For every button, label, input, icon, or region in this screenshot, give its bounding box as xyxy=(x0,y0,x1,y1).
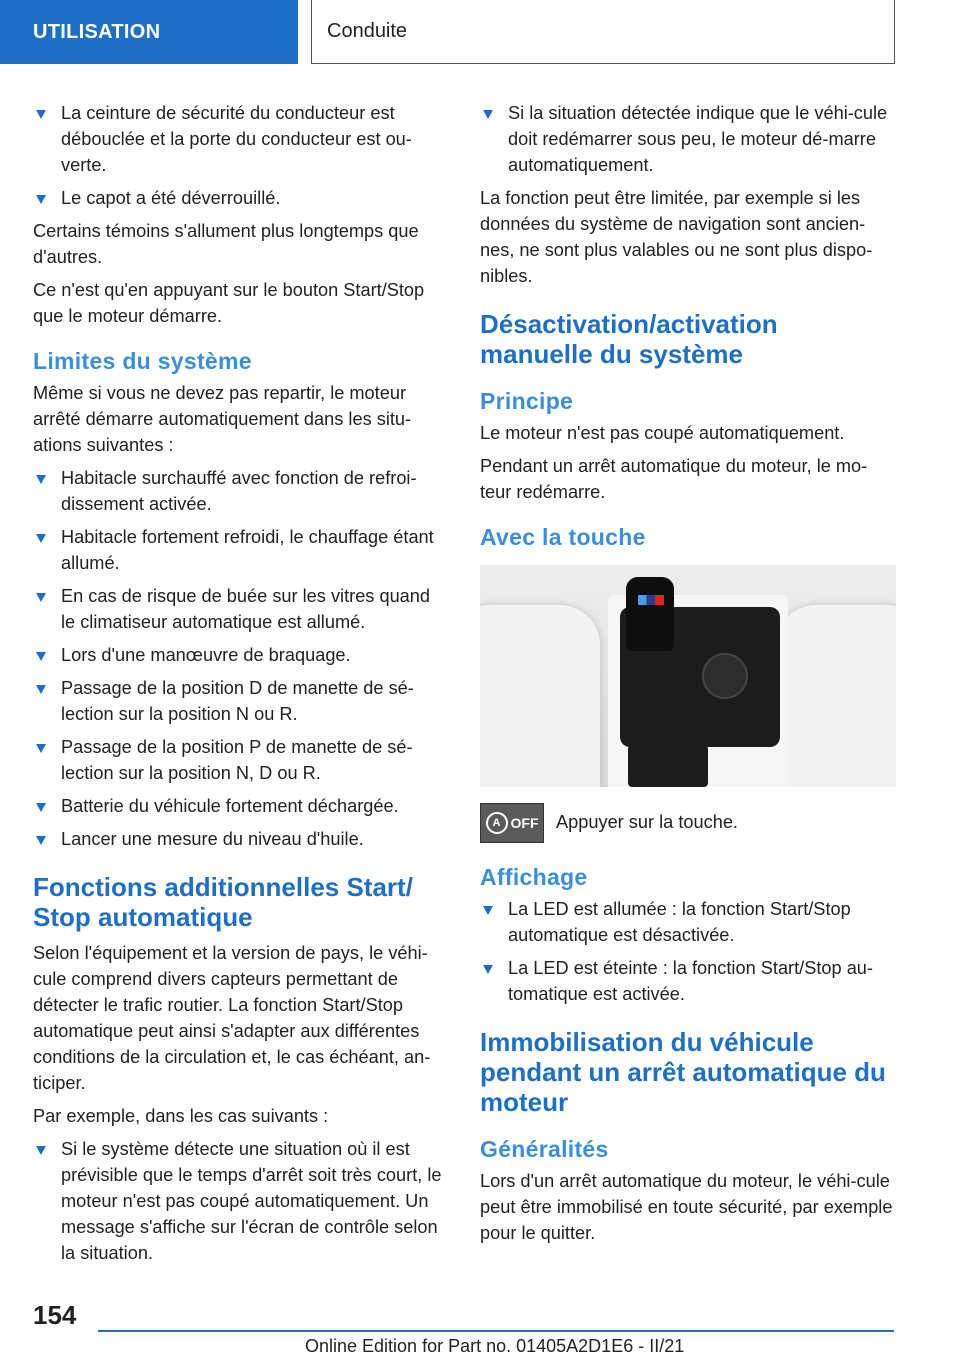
triangle-bullet-icon xyxy=(36,803,46,812)
list-item: Si la situation détectée indique que le véhi-cule doit redémarrer sous peu, le moteur dé-marre automatiquement. xyxy=(480,100,896,178)
section-title: UTILISATION xyxy=(33,20,161,43)
triangle-bullet-icon xyxy=(36,836,46,845)
list-item: Passage de la position D de manette de sé-lection sur la position N ou R. xyxy=(33,675,447,727)
list-item: Lancer une mesure du niveau d'huile. xyxy=(33,826,447,852)
bullet-list-limits xyxy=(33,465,447,852)
gear-selector-lever xyxy=(626,577,674,651)
triangle-bullet-icon xyxy=(36,534,46,543)
triangle-bullet-icon xyxy=(36,685,46,694)
triangle-bullet-icon xyxy=(36,593,46,602)
list-item: Passage de la position P de manette de sé-lection sur la position N, D ou R. xyxy=(33,734,447,786)
section-tab xyxy=(0,0,298,64)
list-item: Le capot a été déverrouillé. xyxy=(33,185,447,211)
triangle-bullet-icon xyxy=(483,906,493,915)
heading-button: Avec la touche xyxy=(480,524,646,550)
list-item: La LED est allumée : la fonction Start/Stop automatique est désactivée. xyxy=(480,896,896,948)
list-item: La ceinture de sécurité du conducteur est débouclée et la porte du conducteur est ou-verte. xyxy=(33,100,447,178)
chapter-title: Conduite xyxy=(327,20,408,42)
heading-functions: Fonctions additionnelles Start/ Stop automatique xyxy=(33,872,413,932)
paragraph: Le moteur n'est pas coupé automatiquement. xyxy=(480,423,845,443)
edition-footer: Online Edition for Part no. 01405A2D1E6 - II/21 xyxy=(305,1336,685,1356)
paragraph: Ce n'est qu'en appuyant sur le bouton Start/Stop que le moteur démarre. xyxy=(33,280,425,326)
right-column xyxy=(480,100,896,1253)
heading-immobilize: Immobilisation du véhicule pendant un arrêt automatique du moteur xyxy=(480,1027,886,1117)
m-logo-icon xyxy=(638,595,664,605)
press-instruction: Appuyer sur la touche. xyxy=(556,812,738,832)
list-item: Lors d'une manœuvre de braquage. xyxy=(33,642,447,668)
idrive-controller-knob xyxy=(702,653,748,699)
heading-display: Affichage xyxy=(480,864,588,890)
bullet-list-top-right xyxy=(480,100,896,178)
page-number: 154 xyxy=(33,1300,77,1330)
triangle-bullet-icon xyxy=(483,965,493,974)
paragraph: Même si vous ne devez pas repartir, le moteur arrêté démarre automatiquement dans les situ-ations suivantes : xyxy=(33,383,412,455)
triangle-bullet-icon xyxy=(36,195,46,204)
paragraph: Lors d'un arrêt automatique du moteur, le véhi-cule peut être immobilisé en toute sécurité, par exemple pour le quitter. xyxy=(480,1171,893,1243)
triangle-bullet-icon xyxy=(483,110,493,119)
heading-limits: Limites du système xyxy=(33,348,252,374)
chapter-tab xyxy=(311,0,895,64)
paragraph: Par exemple, dans les cas suivants : xyxy=(33,1106,329,1126)
heading-general: Généralités xyxy=(480,1136,609,1162)
left-column xyxy=(33,100,447,1273)
bullet-list-top-left xyxy=(33,100,447,211)
bullet-list-display xyxy=(480,896,896,1007)
bullet-list-example xyxy=(33,1136,447,1266)
triangle-bullet-icon xyxy=(36,652,46,661)
auto-start-stop-off-icon: A OFF xyxy=(480,803,544,843)
list-item: Batterie du véhicule fortement déchargée. xyxy=(33,793,447,819)
triangle-bullet-icon xyxy=(36,110,46,119)
triangle-bullet-icon xyxy=(36,475,46,484)
list-item: En cas de risque de buée sur les vitres quand le climatiseur automatique est allumé. xyxy=(33,583,447,635)
list-item: Habitacle surchauffé avec fonction de refroi-dissement activée. xyxy=(33,465,447,517)
paragraph: La fonction peut être limitée, par exemple si les données du système de navigation sont ancien-nes, ne sont plus valables ou ne sont plus dispo-nibles. xyxy=(480,188,873,286)
button-instruction-row xyxy=(480,803,896,843)
paragraph: Selon l'équipement et la version de pays, le véhi-cule comprend divers capteurs permettant de détecter le trafic routier. La fonction Start/Stop automatique peut ainsi s'adapter aux différentes conditions de la circulation et, le cas échéant, an-ticiper. xyxy=(33,943,431,1093)
heading-principle: Principe xyxy=(480,388,574,414)
paragraph: Certains témoins s'allument plus longtemps que d'autres. xyxy=(33,221,419,267)
list-item: Si le système détecte une situation où il est prévisible que le temps d'arrêt soit très court, le moteur n'est pas coupé automatiquement. Un message s'affiche sur l'écran de contrôle selon la situation. xyxy=(33,1136,447,1266)
center-console-photo xyxy=(480,565,896,787)
triangle-bullet-icon xyxy=(36,1146,46,1155)
triangle-bullet-icon xyxy=(36,744,46,753)
list-item: Habitacle fortement refroidi, le chauffage étant allumé. xyxy=(33,524,447,576)
footer-divider xyxy=(98,1330,894,1332)
heading-deactivation: Désactivation/activation manuelle du système xyxy=(480,309,778,369)
paragraph: Pendant un arrêt automatique du moteur, le mo-teur redémarre. xyxy=(480,456,868,502)
list-item: La LED est éteinte : la fonction Start/Stop au-tomatique est activée. xyxy=(480,955,896,1007)
